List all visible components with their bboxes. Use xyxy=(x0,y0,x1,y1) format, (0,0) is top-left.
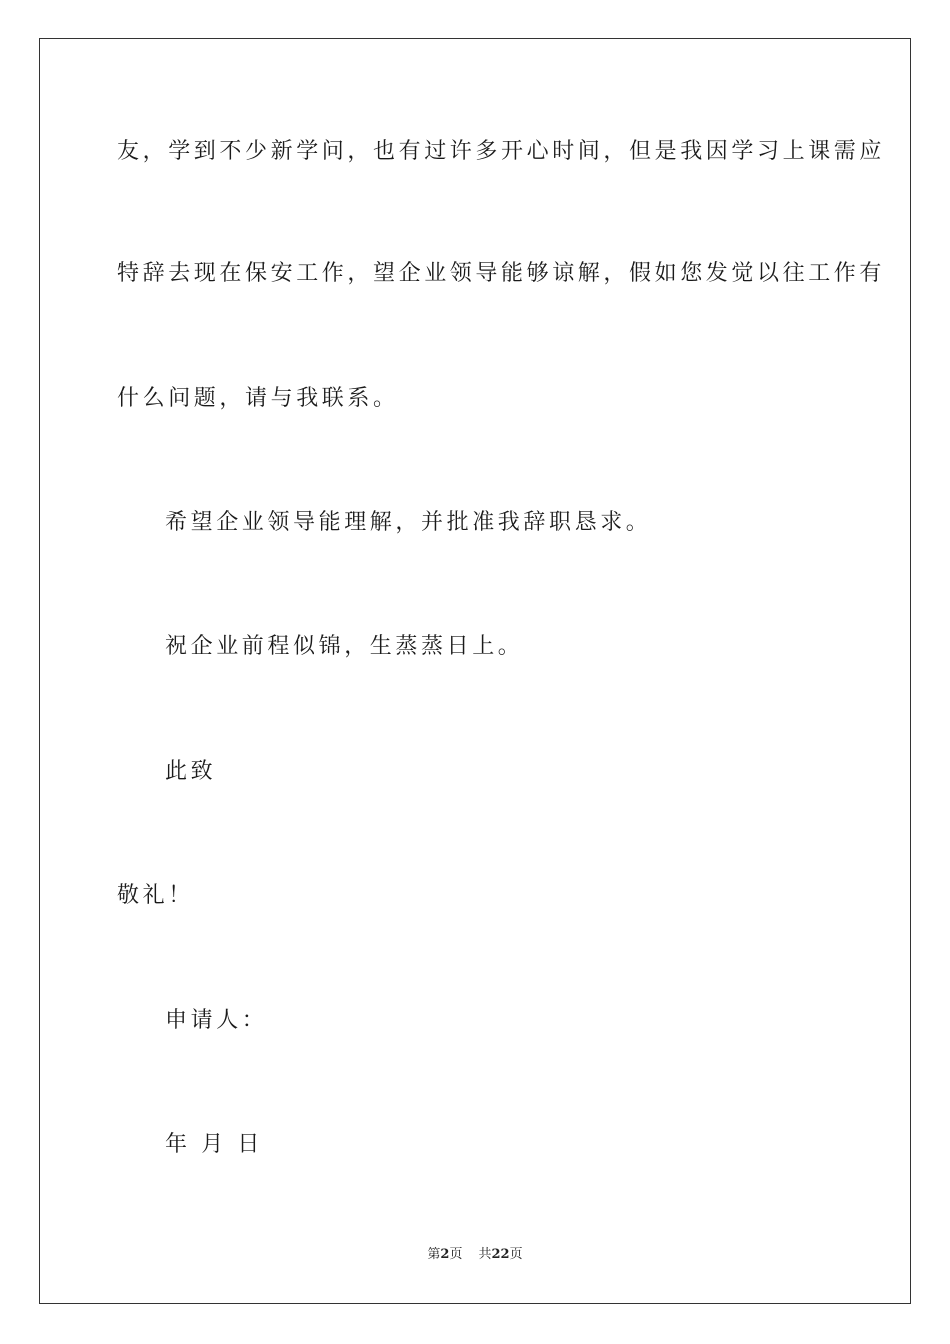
page-frame xyxy=(39,38,911,1304)
page-number: 2 xyxy=(440,1247,450,1262)
body-line-3: 什么问题，请与我联系。 xyxy=(117,386,399,411)
page-footer xyxy=(0,1246,950,1264)
total-suffix: 页 xyxy=(509,1247,523,1262)
request-paragraph: 希望企业领导能理解，并批准我辞职恳求。 xyxy=(165,510,652,535)
date-line: 年 月 日 xyxy=(165,1132,263,1157)
body-line-2: 特辞去现在保安工作，望企业领导能够谅解，假如您发觉以往工作有 xyxy=(117,261,886,286)
page-prefix: 第 xyxy=(427,1247,441,1262)
wishes-paragraph: 祝企业前程似锦，生蒸蒸日上。 xyxy=(165,634,524,659)
page-suffix: 页 xyxy=(449,1247,463,1262)
closing-cizhi: 此致 xyxy=(165,759,217,784)
applicant-label: 申请人： xyxy=(165,1008,268,1033)
total-pages: 22 xyxy=(491,1247,510,1262)
body-line-1: 友，学到不少新学问，也有过许多开心时间，但是我因学习上课需应 xyxy=(117,139,886,164)
total-prefix: 共 xyxy=(478,1247,492,1262)
closing-jingli: 敬礼！ xyxy=(117,883,194,908)
